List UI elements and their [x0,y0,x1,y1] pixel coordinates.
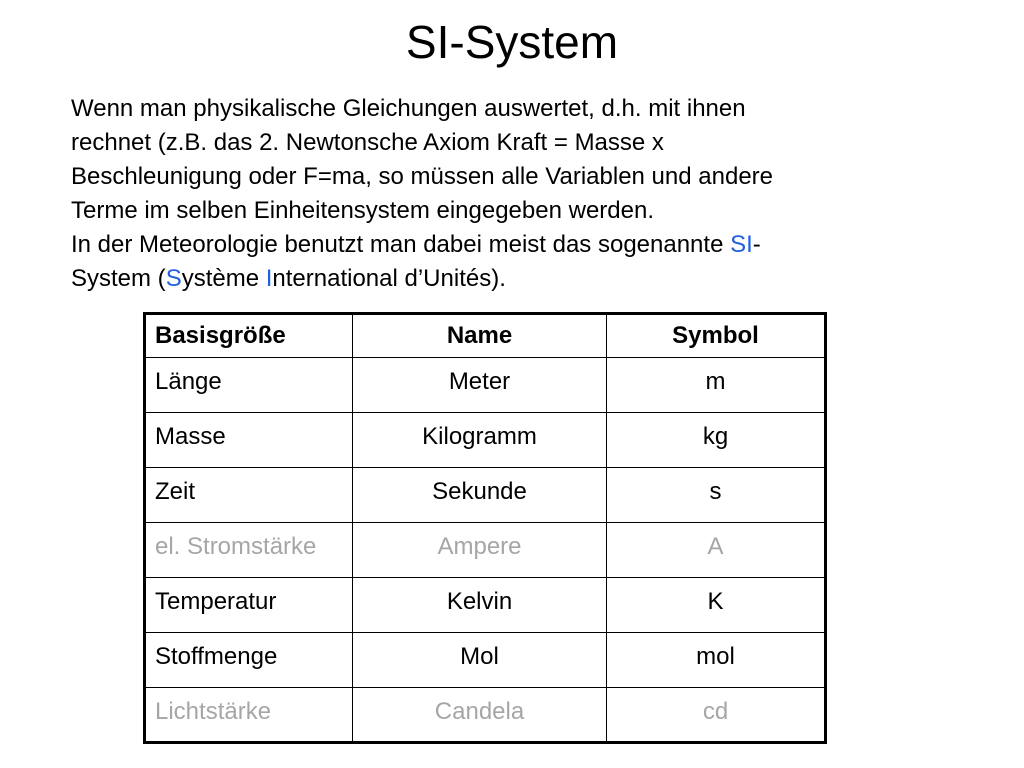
intro-text [71,92,971,296]
header-symbol: Symbol [607,314,826,358]
cell-quantity: Temperatur [145,578,353,633]
intro-line-5-text: In der Meteorologie benutzt man dabei meist das sogenannte [71,231,731,258]
table-header-row [145,314,826,358]
header-basisgroesse: Basisgröße [145,314,353,358]
cell-unit-symbol: K [607,578,826,633]
cell-unit-symbol: cd [607,688,826,743]
cell-unit-symbol: mol [607,633,826,688]
table-row [145,468,826,523]
table-row-muted [145,688,826,743]
cell-unit-symbol: s [607,468,826,523]
cell-unit-name: Kelvin [353,578,607,633]
cell-unit-symbol: m [607,358,826,413]
cell-quantity: Lichtstärke [145,688,353,743]
intro-line-1: Wenn man physikalische Gleichungen auswertet, d.h. mit ihnen [71,95,746,122]
cell-quantity: Stoffmenge [145,633,353,688]
cell-quantity: Zeit [145,468,353,523]
cell-unit-name: Kilogramm [353,413,607,468]
cell-unit-name: Ampere [353,523,607,578]
cell-quantity: Länge [145,358,353,413]
cell-unit-symbol: A [607,523,826,578]
intro-line-5 [71,228,971,262]
s-highlight: S [165,265,182,292]
intro-line-6-post: nternational d’Unités). [272,265,506,292]
cell-unit-name: Meter [353,358,607,413]
cell-quantity: el. Stromstärke [145,523,353,578]
i-highlight: I [265,265,273,292]
intro-line-3: Beschleunigung oder F=ma, so müssen alle Variablen und andere [71,163,773,190]
cell-quantity: Masse [145,413,353,468]
intro-line-5-dash: - [752,231,761,258]
header-name: Name [353,314,607,358]
intro-line-6-pre: System ( [71,265,166,292]
slide-title: SI-System [405,16,619,68]
intro-line-4: Terme im selben Einheitensystem eingegeben werden. [71,197,654,224]
table-row [145,358,826,413]
intro-line-6 [71,262,971,296]
intro-line-6-mid: ystème [181,265,266,292]
table-row [145,413,826,468]
si-highlight: SI [730,231,753,258]
table-row-muted [145,523,826,578]
cell-unit-symbol: kg [607,413,826,468]
table-row [145,578,826,633]
intro-line-2: rechnet (z.B. das 2. Newtonsche Axiom Kraft = Masse x [71,129,664,156]
table-row [145,633,826,688]
cell-unit-name: Candela [353,688,607,743]
cell-unit-name: Mol [353,633,607,688]
si-units-table [143,312,827,744]
cell-unit-name: Sekunde [353,468,607,523]
